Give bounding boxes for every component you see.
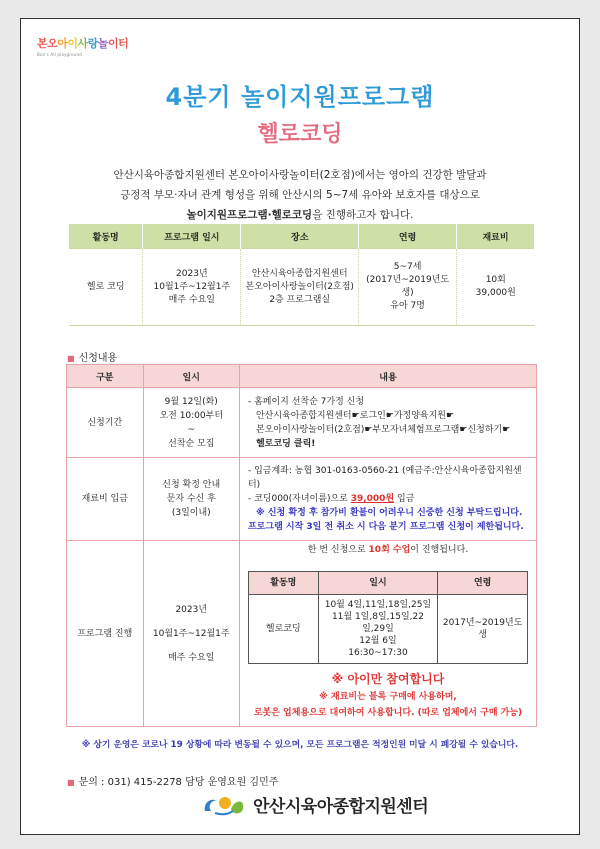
center-logo	[201, 792, 428, 817]
progress-date: 2023년 10월1주~12월1주 매주 수요일	[143, 541, 239, 727]
intro-text: 안산시육아종합지원센터 본오아이사랑놀이터(2호점)에서는 영아의 건강한 발달과 긍정적 부모·자녀 관계 형성을 위해 안산시의 5~7세 유아와 보호자를 대상으로 놀이지원프로그램·헬로코딩을 진행하고자 합니다.	[113, 169, 487, 221]
header-place: 장소	[241, 224, 359, 249]
cell-place: 안산시육아종합지원센터 본오아이사랑놀이터(2호점) 2층 프로그램실	[241, 249, 359, 326]
cancel-notice: 프로그램 시작 3일 전 취소 시 다음 분기 프로그램 신청이 제한됩니다.	[247, 522, 524, 532]
footer-note: ※ 상기 운영은 코로나 19 상황에 따라 변동될 수 있으며, 모든 프로그램은 적정인원 미달 시 폐강될 수 있습니다.	[81, 740, 519, 750]
logo	[37, 35, 128, 57]
bullet-icon: ■	[67, 778, 75, 787]
logo-brand: 본오아이사랑놀이터	[37, 37, 129, 50]
table-row	[69, 249, 535, 326]
header-date: 프로그램 일시	[143, 224, 241, 249]
schedule-table: 활동명 일시 연령 헬로코딩 10월 4일,11일,18일,25일 11월 1일,8일,15일,22일,29일 12월 6일 16:30~17:30 2017년~2019년도생	[248, 571, 528, 664]
deposit-info: - 코딩000(자녀이름)으로 39,000원 입금	[247, 494, 415, 504]
account-info: - 입금계좌: 농협 301-0163-0560-21 (예금주:안산시육아종합지원센터)	[247, 466, 522, 490]
bullet-icon: ■	[67, 354, 75, 363]
center-mark-icon	[201, 793, 247, 817]
row-label-apply: 신청기간	[67, 388, 144, 458]
header-content: 내용	[239, 365, 536, 388]
row-label-progress: 프로그램 진행	[67, 541, 144, 727]
contact-info: ■ 문의 : 031) 415-2278 담당 운영요원 김민주	[67, 777, 279, 788]
fee-content	[239, 458, 536, 541]
header-age: 연령	[359, 224, 457, 249]
center-name: 안산시육아종합지원센터	[253, 797, 429, 817]
robot-notice: 로봇은 업체용으로 대여하여 사용합니다. (따로 업체에서 구매 가능)	[253, 708, 523, 718]
cell-date: 2023년 10월1주~12월1주 매주 수요일	[143, 249, 241, 326]
logo-subtitle: Bon's All playground	[37, 52, 83, 57]
header-name: 활동명	[69, 224, 143, 249]
table-row: 헬로코딩 10월 4일,11일,18일,25일 11월 1일,8일,15일,22일,29일 12월 6일 16:30~17:30 2017년~2019년도생	[248, 595, 527, 664]
row-label-fee: 재료비 입금	[67, 458, 144, 541]
apply-content: - 홈페이지 선착순 7가정 신청 안산시육아종합지원센터☛로그인☛가정양육지원☛ 본오아이사랑놀이터(2호점)☛부모자녀체험프로그램☛신청하기☛ 헬로코딩 클릭!	[239, 388, 536, 458]
material-notice: ※ 재료비는 블록 구매에 사용하며,	[319, 692, 457, 702]
section-title: ■ 신청내용	[67, 353, 118, 364]
apply-table	[66, 364, 537, 727]
cell-age: 5~7세 (2017년~2019년도생) 유아 7명	[359, 249, 457, 326]
header-fee: 재료비	[457, 224, 535, 249]
header-category: 구분	[67, 365, 144, 388]
progress-content	[239, 541, 536, 727]
header-time: 일시	[143, 365, 239, 388]
table-row	[67, 458, 537, 541]
program-table	[69, 224, 535, 326]
cell-fee: 10회 39,000원	[457, 249, 535, 326]
table-row	[67, 541, 537, 727]
program-subtitle: 헬로코딩	[257, 122, 343, 147]
session-info: 한 번 신청으로 10회 수업이 진행됩니다.	[307, 545, 469, 555]
table-row	[67, 388, 537, 458]
page-title: 4분기 놀이지원프로그램	[165, 83, 435, 111]
fee-date: 신청 확정 안내 문자 수신 후 (3일이내)	[143, 458, 239, 541]
apply-date: 9월 12일(화) 오전 10:00부터 ~ 선착순 모집	[143, 388, 239, 458]
cell-name: 헬로 코딩	[69, 249, 143, 326]
notice-page	[20, 18, 580, 835]
child-only-notice: ※ 아이만 참여합니다	[331, 672, 445, 686]
refund-notice: ※ 신청 확정 후 참가비 환불이 어려우니 신중한 신청 부탁드립니다.	[255, 508, 523, 518]
